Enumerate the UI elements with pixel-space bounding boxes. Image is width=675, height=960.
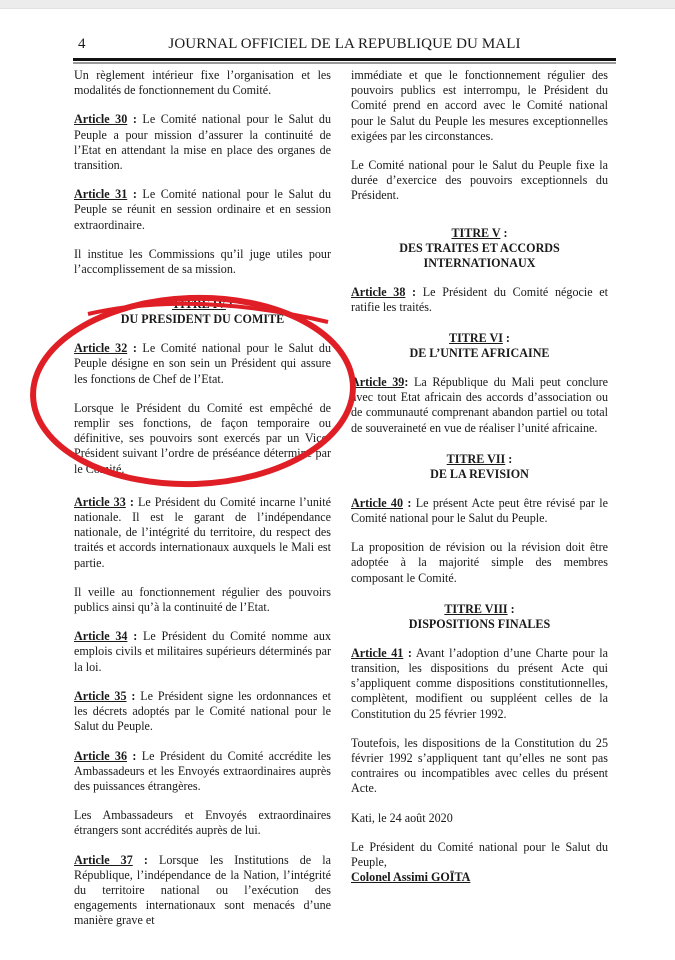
titre-v-heading: TITRE V : DES TRAITES ET ACCORDS INTERNATIONAUX [399,225,560,270]
article-label: Article 37 [74,852,133,867]
article-text: Le Président du Comité nomme aux emplois civils et militaires supérieurs déterminés par la loi. [74,629,332,674]
titre-vi-heading: TITRE VI : DE L’UNITE AFRICAINE [409,331,550,361]
article-38: Article 38 : Le Président du Comité négocie et ratifie les traités. [351,284,608,314]
signatory-title: Le Président du Comité national pour le Salut du Peuple, [351,839,608,870]
article-label: Article 38 [351,284,406,299]
article-text: Le Comité national pour le Salut du Peuple désigne en son sein un Président qui assure les fonctions de Chef de l’Etat. [74,341,331,386]
paragraph-proposition: La proposition de révision ou la révision doit être adoptée à la majorité simple des membres composant le Comité. [351,540,608,585]
paragraph-ambassadeurs: Les Ambassadeurs et Envoyés extraordinaires étrangers sont accrédités auprès de lui. [74,808,331,838]
article-31: Article 31 : Le Comité national pour le Salut du Peuple se réunit en session ordinaire et en session extraordinaire. [74,187,331,232]
page-number: 4 [78,36,86,52]
titre-vii-heading: TITRE VII : DE LA REVISION [430,451,529,481]
page-header [73,36,616,56]
paragraph-duree: Le Comité national pour le Salut du Peuple fixe la durée d’exercice des pouvoirs exceptionnels du Président. [351,158,608,203]
signature-block [351,840,608,886]
titre-viii-heading: TITRE VIII : DISPOSITIONS FINALES [408,601,551,631]
left-column [74,68,331,943]
paragraph-art37-continued: immédiate et que le fonctionnement régulier des pouvoirs publics est interrompu, le Président du Comité prend en accord avec le Comité national pour le Salut du Peuple les mesures exceptionnelles exigées par les circonstances. [351,68,608,143]
article-label: Article 39 [351,375,405,390]
article-37: Article 37 : Lorsque les Institutions de la République, l’indépendance de la Nation, l’intégrité du territoire national ou l’exécution des engagements internationaux sont menacés d’une manière grave et [74,852,331,928]
header-rule-thin [73,62,616,64]
article-33: Article 33 : Le Président du Comité incarne l’unité nationale. Il est le garant de l’indépendance nationale, de l’intégrité du territoire, du respect des traités et accords internationaux auxquels le Mali est partie. [74,494,331,570]
article-text: Le Président du Comité négocie et ratifie les traités. [351,284,608,314]
article-label: Article 41 [351,645,404,660]
article-30: Article 30 : Le Comité national pour le Salut du Peuple a pour mission d’assurer la continuité de l’Etat en attendant la mise en place des organes de transition. [74,112,331,173]
right-column [351,68,608,886]
article-41: Article 41 : Avant l’adoption d’une Charte pour la transition, les dispositions du présent Acte qui s’appliquent comme dispositions constitutionnelles, complètent, modifient ou suppléent celles de la Constitution du 25 février 1992. [351,645,608,721]
article-text: Le Président signe les ordonnances et les décrets adoptés par le Comité national pour le Salut du Peuple. [74,688,332,734]
article-32: Article 32 : Le Comité national pour le Salut du Peuple désigne en son sein un Président qui assure les fonctions de Chef de l’Etat. [74,341,331,386]
article-text: Lorsque les Institutions de la République, l’indépendance de la Nation, l’intégrité du territoire national ou l’exécution des engagements internationaux sont menacés d’une manière grave et [74,852,331,928]
signatory-name: Colonel Assimi GOÏTA [351,870,471,885]
paragraph-empeche: Lorsque le Président du Comité est empêché de remplir ses fonctions, de façon temporaire ou définitive, ses pouvoirs sont exercés par un Vice-Président suivant l’ordre de préséance déterminé par le Comité. [74,400,331,476]
paragraph-veille: Il veille au fonctionnement régulier des pouvoirs publics ainsi qu’à la continuité de l’Etat. [74,584,331,615]
article-39: Article 39: La République du Mali peut conclure avec tout Etat africain des accords d’association ou de communauté comprenant abandon partiel ou total de souveraineté en vue de réaliser l’unité africaine. [351,375,608,435]
article-34: Article 34 : Le Président du Comité nomme aux emplois civils et militaires supérieurs déterminés par la loi. [74,629,332,674]
article-text: Le Comité national pour le Salut du Peuple a pour mission d’assurer la continuité de l’Etat en attendant la mise en place des organes de transition. [74,112,331,173]
article-text: Le Comité national pour le Salut du Peuple se réunit en session ordinaire et en session extraordinaire. [74,187,331,232]
paragraph-commissions: Il institue les Commissions qu’il juge utiles pour l’accomplissement de sa mission. [74,246,331,277]
article-label: Article 30 [74,112,128,127]
journal-title: JOURNAL OFFICIEL DE LA REPUBLIQUE DU MALI [168,36,521,52]
viewer-top-bar [0,0,675,9]
article-label: Article 33 [74,494,126,509]
article-label: Article 32 [74,341,128,356]
article-label: Article 36 [74,748,128,763]
article-label: Article 34 [74,629,128,644]
article-text: Le Président du Comité accrédite les Ambassadeurs et les Envoyés extraordinaires auprès des puissances étrangères. [74,748,331,793]
titre-iv-heading: TITRE IV : DU PRESIDENT DU COMITE [120,297,285,327]
article-36: Article 36 : Le Président du Comité accrédite les Ambassadeurs et les Envoyés extraordinaires auprès des puissances étrangères. [74,748,331,793]
paragraph-toutefois: Toutefois, les dispositions de la Constitution du 25 février 1992 s’appliquent tant qu’elles ne sont pas contraires ou incompatibles avec celles du présent Acte. [351,735,608,796]
article-text: Le Président du Comité incarne l’unité nationale. Il est le garant de l’indépendance nationale, de l’intégrité du territoire, du respect des traités et accords internationaux auxquels le Mali est partie. [74,494,331,570]
article-label: Article 40 [351,495,404,510]
header-rule-thick [73,58,616,61]
article-text: Le présent Acte peut être révisé par le Comité national pour le Salut du Peuple. [351,495,608,526]
article-label: Article 31 [74,187,128,202]
date-line: Kati, le 24 août 2020 [351,810,453,825]
article-35: Article 35 : Le Président signe les ordonnances et les décrets adoptés par le Comité national pour le Salut du Peuple. [74,688,332,734]
article-40: Article 40 : Le présent Acte peut être révisé par le Comité national pour le Salut du Peuple. [351,495,608,526]
paragraph-reglement: Un règlement intérieur fixe l’organisation et les modalités de fonctionnement du Comité. [74,68,331,98]
article-text: La République du Mali peut conclure avec tout Etat africain des accords d’association ou de communauté comprenant abandon partiel ou total de souveraineté en vue de réaliser l’unité africaine. [351,375,608,435]
article-label: Article 35 [74,688,127,703]
article-text: Avant l’adoption d’une Charte pour la transition, les dispositions du présent Acte qui s’appliquent comme dispositions constitutionnelles, complètent, modifient ou suppléent celles de la Constitution du 25 février 1992. [351,645,608,721]
